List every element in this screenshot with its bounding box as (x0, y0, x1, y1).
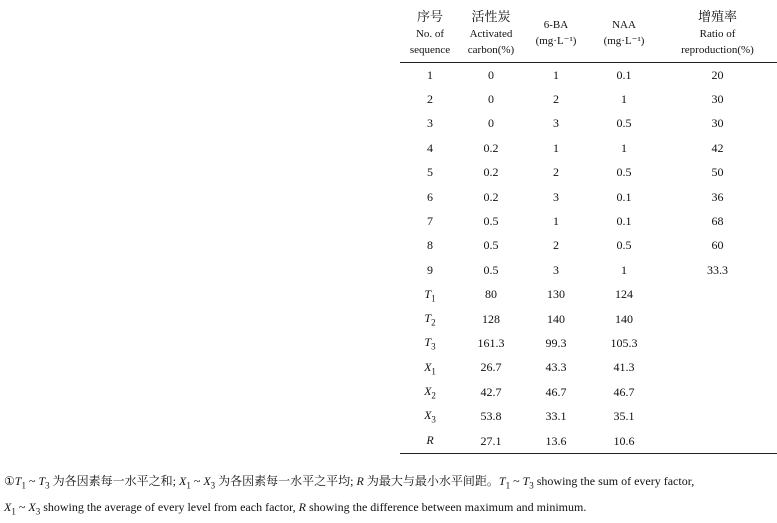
stat-row: R 27.1 13.6 10.6 (400, 429, 777, 454)
table-body (400, 63, 777, 454)
results-table (400, 4, 777, 454)
table-header-row (400, 4, 777, 63)
table-row: 9 0.5 3 1 33.3 (427, 262, 728, 277)
header-activated-carbon: 活性炭 Activated carbon(%) (460, 4, 522, 63)
table-row: 6 0.2 3 0.1 36 (427, 189, 724, 204)
stat-row: $X_2$ 42.7 46.7 46.7 (424, 384, 635, 401)
table-row: 5 0.2 2 0.5 50 (427, 165, 724, 180)
footnote-marker: ① (4, 474, 15, 488)
header-sequence: 序号 No. of sequence (400, 4, 460, 63)
table-row: 7 0.5 1 0.1 68 (427, 214, 724, 229)
header-naa: NAA (mg·L⁻¹) (590, 4, 658, 63)
orthogonal-test-table (400, 4, 777, 454)
table-row: 8 0.5 2 0.5 60 (427, 238, 724, 253)
header-ratio: 增殖率 Ratio of reproduction(%) (658, 4, 777, 63)
header-6ba: 6-BA (mg·L⁻¹) (522, 4, 590, 63)
stat-row: $T_2$ 128 140 140 (424, 310, 633, 328)
table-row: 3 0 3 0.5 30 (427, 116, 724, 131)
table-row: 4 0.2 1 1 42 (427, 140, 724, 155)
stat-row: $X_1$ 26.7 43.3 41.3 (424, 359, 635, 377)
table-row: 2 0 2 1 30 (427, 92, 724, 107)
stat-row: $X_3$ 53.8 33.1 35.1 (424, 408, 635, 425)
table-row: 1 0 1 0.1 20 (427, 67, 724, 82)
stat-row: $T_1$ 80 130 124 (424, 286, 633, 303)
table-footnote: $①T_1$ ~ $T_3$ 为各因素每一水平之和; $X_1$ ~ $X_3$ 为各因素每一水平之平均; R 为最大与最小水平间距。$T_1$ ~ $T_3$ showing the sum of every factor, $X_1$ ~ $X_3$ showing the average of every level from each factor, R showing the difference between maximum and minimum. (4, 474, 695, 517)
stat-row: $T_3$ 161.3 99.3 105.3 (424, 335, 638, 352)
